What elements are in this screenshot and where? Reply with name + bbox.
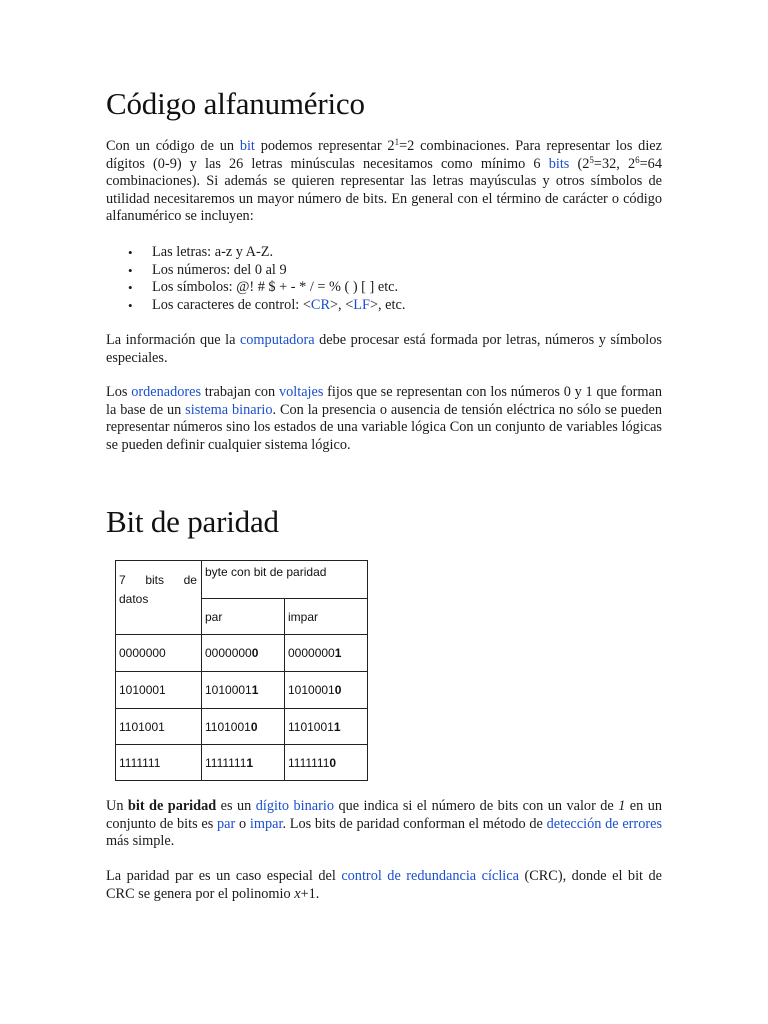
text: Un [106,798,128,814]
text: más simple. [106,833,175,850]
text: trabajan con [201,384,279,400]
table-header-row [116,561,368,599]
cell-impar [285,709,368,745]
text: 0000000 [288,646,335,660]
text: 1101001 [205,719,251,734]
cell-impar [285,672,368,709]
cell-data: 1111111 [116,745,202,781]
link-control-redundancia-ciclica[interactable]: control de redundancia cíclica [341,868,519,884]
text: 1010001 [288,683,335,697]
list-item: • Las letras: a-z y A-Z. [106,244,405,262]
link-deteccion-de-errores[interactable]: detección de errores [546,815,663,832]
text: (2 [569,155,590,172]
list-item: • Los números: del 0 al 9 [106,262,405,280]
text: de [183,573,197,587]
list-item: • Los símbolos: @! # $ + - * / = % ( ) [ ] etc. [106,279,405,297]
paragraph-ordenadores [106,384,662,454]
cell-impar [285,745,368,781]
link-voltajes[interactable]: voltajes [278,384,324,400]
header-par: par [202,599,285,635]
text: . Los bits de paridad conforman el método de [282,815,547,832]
text: 1111111 [205,755,247,770]
text: 1010001 [205,683,252,697]
text: debe procesar está formada por letras, números y símbolos especiales. [106,332,662,366]
text: >, < [329,296,354,313]
heading-bit-de-paridad: Bit de paridad [106,504,279,539]
text: bits [145,573,164,587]
text: es un [216,798,256,814]
header-data-bits [116,561,202,635]
parity-bit: 0 [250,719,258,734]
text: (CRC), donde el bit de CRC se genera por el polinomio [106,868,663,902]
italic-term: 1 [618,798,626,814]
text: Los caracteres de control: < [152,296,311,313]
text: Los [106,384,132,400]
table-row [116,635,368,672]
paragraph-crc [106,868,662,903]
link-cr[interactable]: CR [310,296,330,313]
cell-impar [285,635,368,672]
cell-par [202,709,285,745]
text: =2 combinaciones. Para representar los diez dígitos (0-9) y las 26 letras minúsculas necesitamos como mínimo 6 [106,138,662,172]
text: 1101001 [288,719,334,734]
text: La paridad par es un caso especial del [106,868,342,884]
text: 0000000 [205,646,252,660]
parity-bit: 1 [334,646,342,660]
cell-par [202,635,285,672]
parity-bit: 0 [334,683,342,697]
bold-term: bit de paridad [127,798,217,814]
text: 1111111 [288,755,330,770]
text: =32, 2 [593,155,636,172]
link-impar[interactable]: impar [249,815,283,832]
text: en un conjunto de bits es [106,798,663,832]
parity-bit: 1 [333,719,341,734]
table-row [116,709,368,745]
superscript: 1 [394,137,400,147]
superscript: 6 [635,154,640,165]
text: podemos representar 2 [254,138,395,154]
header-impar: impar [285,599,368,635]
paragraph-bit-de-paridad [106,798,662,851]
link-bit[interactable]: bit [239,138,255,154]
link-par[interactable]: par [217,815,236,832]
text: Con un código de un [106,138,240,154]
link-ordenadores[interactable]: ordenadores [131,384,202,400]
text: 7 [119,573,126,587]
table-row [116,745,368,781]
paragraph-intro [106,138,662,226]
superscript: 5 [589,154,594,165]
cell-par [202,672,285,709]
table-row [116,672,368,709]
parity-bit: 0 [251,646,259,660]
cell-par [202,745,285,781]
header-byte-parity: byte con bit de paridad [202,561,368,599]
italic-term: x [294,885,301,902]
cell-data: 1101001 [116,709,202,745]
cell-data: 0000000 [116,635,202,672]
text: La información que la [106,332,240,348]
parity-bit: 1 [251,683,259,697]
link-digito-binario[interactable]: dígito binario [255,798,335,814]
link-sistema-binario[interactable]: sistema binario [185,401,273,418]
text: que indica si el número de bits con un valor de [334,798,619,814]
parity-bit: 0 [329,755,337,770]
link-lf[interactable]: LF [353,296,370,313]
text: =64 combinaciones). Si además se quieren representar las letras mayúsculas y otros símbolos de utilidad necesitaremos un mayor número de bits. En general con el término de carácter o código alfanumérico se incluyen: [106,155,662,225]
link-bits[interactable]: bits [548,155,570,172]
text: >, etc. [369,296,406,313]
parity-table [115,560,368,781]
text: +1. [300,885,320,902]
text: . Con la presencia o ausencia de tensión eléctrica no sólo se pueden representar números sino los estados de una variable lógica Con un conjunto de variables lógicas se pueden definir cualquier sistema lógico. [106,401,662,453]
link-computadora[interactable]: computadora [239,332,315,348]
parity-bit: 1 [246,755,254,770]
bullet-list [106,244,405,314]
cell-data: 1010001 [116,672,202,709]
text: o [235,815,250,832]
list-item [106,297,405,315]
heading-codigo-alfanumerico: Código alfanumérico [106,86,365,121]
text: datos [119,592,149,606]
text: fijos que se representan con los números 0 y 1 que forman la base de un [106,384,663,418]
paragraph-computadora [106,332,662,367]
